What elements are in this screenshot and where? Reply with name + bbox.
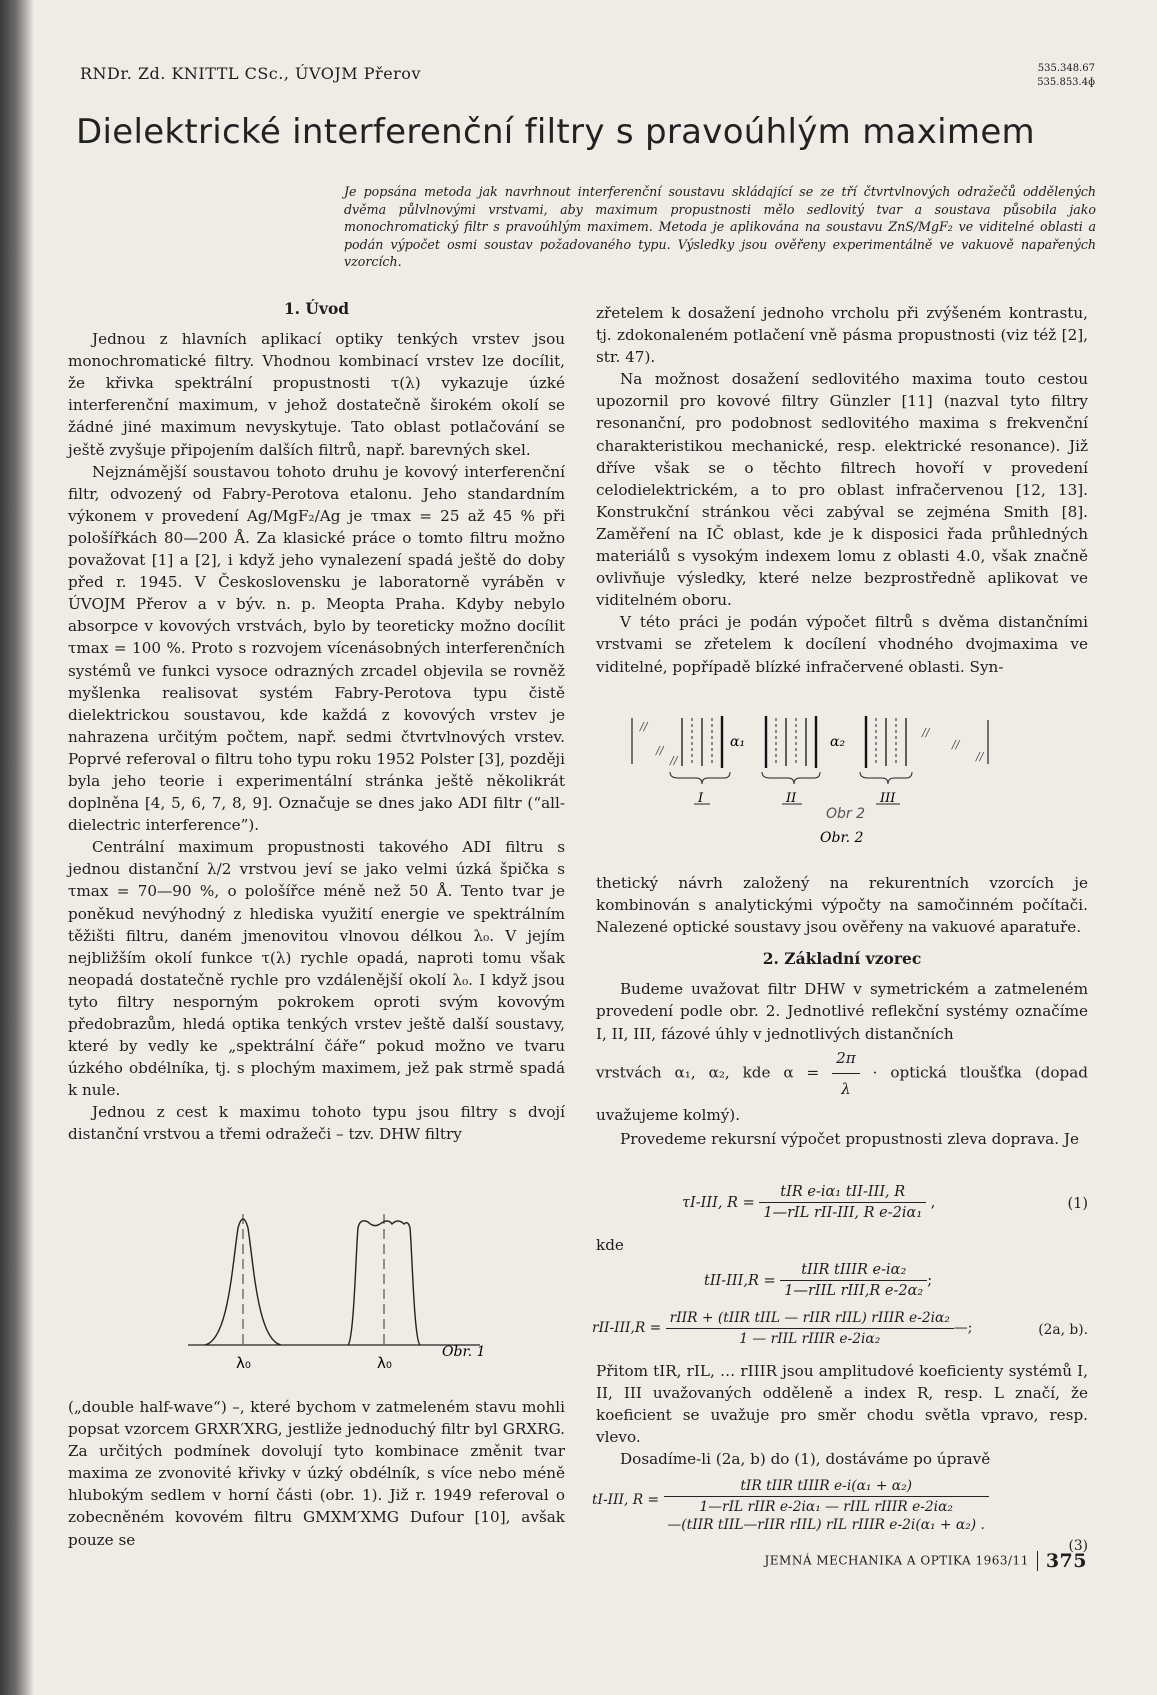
roman-1: I xyxy=(698,791,704,806)
roman-3: III xyxy=(880,791,896,806)
eq2a-tail: ; xyxy=(927,1272,933,1289)
right-column-middle xyxy=(596,872,1088,1150)
eq2b-fraction xyxy=(666,1310,954,1347)
svg-text://: // xyxy=(922,726,930,739)
eq2a-fraction xyxy=(780,1262,927,1299)
equation-1 xyxy=(596,1184,1088,1221)
alpha-num: 2π xyxy=(832,1045,860,1074)
right-column-top xyxy=(596,302,1088,678)
equation-2b xyxy=(592,1310,1088,1347)
paragraph: Budeme uvažovat filtr DHW v symetrickém a zatmeleném provedení podle obr. 2. Jednotlivé reflekční systémy označíme I, II, III, fázové úhly v jednotlivých distančních xyxy=(596,980,1088,1043)
alpha-text-a: vrstvách α₁, α₂, kde α = xyxy=(596,1063,833,1082)
svg-text://: // xyxy=(952,738,960,751)
page-number: 375 xyxy=(1045,1550,1087,1572)
eq1-fraction xyxy=(759,1184,926,1221)
figure-2-handwritten-label: Obr 2 xyxy=(826,806,866,822)
eq2b-num: rIIR + (tIIR tIIL — rIIR rIIL) rIIIR e-2iα₂ xyxy=(666,1310,954,1329)
paragraph-alpha xyxy=(596,1045,1088,1128)
eq1-lhs: τI-III, R = xyxy=(682,1194,760,1211)
paragraph: Přitom tIR, rIL, … rIIIR jsou amplitudové koeficienty systémů I, II, III uvažovaných odděleně a index R, resp. L značí, že koeficient se uvažuje pro směr chodu světla vpravo, resp. vlevo. xyxy=(596,1362,1088,1447)
section-heading-formula: 2. Základní vzorec xyxy=(762,949,922,969)
svg-text://: // xyxy=(670,754,678,767)
alpha-fraction xyxy=(832,1045,860,1102)
roman-2: II xyxy=(786,791,797,806)
figure-2 xyxy=(630,706,1050,846)
alpha-den: λ xyxy=(841,1079,851,1098)
svg-text://: // xyxy=(976,750,984,763)
svg-text://: // xyxy=(656,744,664,757)
paragraph: Jednou z cest k maximu tohoto typu jsou filtry s dvojí distanční vrstvou a třemi odražeči – tzv. DHW filtry xyxy=(68,1103,565,1144)
alpha-2-label: α₂ xyxy=(830,734,846,750)
eq3-lhs: tI-III, R = xyxy=(592,1492,664,1508)
udc-codes xyxy=(1037,62,1095,90)
author-line: RNDr. Zd. KNITTL CSc., ÚVOJM Přerov xyxy=(80,64,421,83)
eq3-den-line1: 1—rIL rIIR e-2iα₁ — rIIL rIIIR e-2iα₂ xyxy=(699,1499,953,1515)
eq1-den: 1—rIL rII-III, R e-2iα₁ xyxy=(763,1205,923,1221)
paragraph: Provedeme rekursní výpočet propustnosti zleva doprava. Je xyxy=(620,1129,1079,1148)
svg-text://: // xyxy=(640,720,648,733)
paragraph: zřetelem k dosažení jednoho vrcholu při zvýšeném kontrastu, tj. zdokonaleném potlačení vně pásma propustnosti (viz též [2], str. 47). xyxy=(596,304,1088,367)
lambda-label-left: λ₀ xyxy=(236,1354,251,1372)
figure-2-caption: Obr. 2 xyxy=(820,830,864,846)
udc-code-2: 535.853.4ɸ xyxy=(1037,77,1095,88)
figure-1-caption: Obr. 1 xyxy=(442,1344,486,1360)
journal-name: JEMNÁ MECHANIKA A OPTIKA 1963/11 xyxy=(764,1553,1029,1568)
paragraph: Jednou z hlavních aplikací optiky tenkých vrstev jsou monochromatické filtry. Vhodnou kombinací vrstev lze docílit, že křivka spektrální propustnosti τ(λ) vykazuje úzké interferenční maximum, v jehož dostatečně širokém okolí se žádné jiné maximum nevyskytuje. Tato oblast potlačování se ještě zvyšuje připojením dalších filtrů, např. barevných skel. xyxy=(68,330,565,459)
figure-1-drawing xyxy=(180,1208,580,1378)
left-column xyxy=(68,298,565,1146)
paragraph: Nejznámější soustavou tohoto druhu je kovový interferenční filtr, odvozený od Fabry-Perotova etalonu. Jeho standardním výkonem v provedení Ag/MgF₂/Ag je τmax = 25 až 45 % při pološířkách 80—200 Å. Za klasické práce o tomto filtru možno považovat [1] a [2], i když jeho vynalezení spadá ještě do doby před r. 1945. V Československu je laboratorně vyráběn v ÚVOJM Přerov a v býv. n. p. Meopta Praha. Kdyby nebylo absorpce v kovových vrstvách, bylo by teoreticky možno docílit τmax = 100 %. Proto s rozvojem vícenásobných interferenčních systémů ve funkci vysoce odrazných zrcadel objevila se rovněž myšlenka realisovat systém Fabry-Perotova typu čistě dielektrickou soustavou, kde každá z kovových vrstev je nahrazena určitým počtem, např. sedmi čtvrtvlnových vrstev. Poprvé referoval o filtru toho typu roku 1952 Polster [3], později byla jeho teorie i experimentální stránka ještě několikrát doplněna [4, 5, 6, 7, 8, 9]. Označuje se dnes jako ADI filtr (“all-dielectric interference”). xyxy=(68,462,565,835)
eq2a-den: 1—rIIL rIII,R e-2α₂ xyxy=(784,1283,924,1299)
eq1-number: (1) xyxy=(1067,1196,1088,1212)
paragraph: Centrální maximum propustnosti takového ADI filtru s jednou distanční λ/2 vrstvou jeví se jako velmi úzká špička s τmax = 70—90 %, o pološířce méně než 50 Å. Tento tvar je poněkud nevýhodný z hlediska využití energie ve spektrálním těžišti filtru, daném jmenovitou vlnovou délkou λ₀. V jejím nejbližším okolí funkce τ(λ) rychle opadá, naproti tomu však neopadá dostatečně rychle pro vzdálenější okolí λ₀. I když jsou tyto filtry nesporným pokrokem oproti svým kovovým předobrazům, hledá optika tenkých vrstev ještě další soustavy, které by vedly ke „spektrální čáře“ pokud možno ve tvaru úzkého obdélníka, tj. s plochým maximem, jež pak strmě spadá k nule. xyxy=(68,838,565,1100)
paragraph: Dosadíme-li (2a, b) do (1), dostáváme po úpravě xyxy=(620,1450,991,1469)
udc-code-1: 535.348.67 xyxy=(1037,63,1095,74)
footer-divider xyxy=(1037,1551,1038,1571)
paragraph: thetický návrh založený na rekurentních vzorcích je kombinován s analytickými výpočty na samočinném počítači. Nalezené optické soustavy jsou ověřeny na vakuové aparatuře. xyxy=(596,874,1088,937)
eq3-fraction xyxy=(664,1478,989,1533)
alpha-text-b: · optická tloušťka (dopad uvažujeme kolmý). xyxy=(596,1063,1088,1124)
eq2b-den: 1 — rIIL rIIIR e-2iα₂ xyxy=(739,1331,881,1347)
eq3-den-line2: —(tIIR tIIL—rIIR rIIL) rIL rIIIR e-2i(α₁ + α₂) . xyxy=(667,1517,985,1533)
eq1-tail: , xyxy=(926,1194,936,1211)
right-column-bottom xyxy=(596,1360,1088,1470)
left-column-bottom xyxy=(68,1396,565,1551)
paragraph: Na možnost dosažení sedlovitého maxima touto cestou upozornil pro kovové filtry Günzler [11] (nazval tyto filtry resonanční, pro podobnost sedlovitého maxima s frekvenční charakteristikou mechanické, resp. elektrické resonance). Již dříve však se o těchto filtrech hovoří v provedení celodielektrickém, a to pro oblast infračervenou [12, 13]. Konstrukční stránkou věci zabýval se zejména Smith [8]. Zaměření na IČ oblast, kde je k disposici řada průhledných materiálů s vysokým indexem lomu z oblasti 4.0, však značně ovlivňuje výsledky, které nelze bezprostředně aplikovat ve viditelném oboru. xyxy=(596,370,1088,610)
lambda-label-right: λ₀ xyxy=(377,1354,392,1372)
eq1-num: tIR e-iα₁ tII-III, R xyxy=(759,1184,926,1203)
abstract: Je popsána metoda jak navrhnout interferenční soustavu skládající se ze tří čtvrtvlnových odražečů oddělených dvěma půlvlnovými vrstvami, aby maximum propustnosti mělo sedlovitý tvar a soustava působila jako monochromatický filtr s pravoúhlým maximem. Metoda je aplikována na soustavu ZnS/MgF₂ ve viditelné oblasti a podán výpočet osmi soustav požadovaného typu. Výsledky jsou ověřeny experimentálně ve vakuově napařených vzorcích. xyxy=(344,184,1096,269)
kde-label: kde xyxy=(596,1236,624,1254)
page-footer xyxy=(764,1550,1087,1572)
section-heading-intro: 1. Úvod xyxy=(283,299,350,318)
paragraph: („double half-wave“) –, které bychom v zatmeleném stavu mohli popsat vzorcem GRXR′XRG, jestliže jednoduchý filtr byl GRXRG. Za určitých podmínek dovolují tyto kombinace změnit tvar maxima ze zvonovité křivky v úzký obdélník, s více nebo méně hlubokým sedlem v horní části (obr. 1). Již r. 1949 referoval o zobecněném kovovém filtru GMXM′XMG Dufour [10], avšak pouze se xyxy=(68,1398,565,1549)
eq2b-tail: —; xyxy=(953,1320,973,1336)
figure-1 xyxy=(180,1208,580,1378)
eq2b-lhs: rII-III,R = xyxy=(592,1320,666,1336)
eq3-num: tIR tIIR tIIIR e-i(α₁ + α₂) xyxy=(664,1478,989,1497)
equation-2a xyxy=(596,1262,1088,1299)
paragraph: V této práci je podán výpočet filtrů s dvěma distančními vrstvami se zřetelem k docílení vhodného dvojmaxima ve viditelné, popřípadě blízké infračervené oblasti. Syn- xyxy=(596,613,1088,676)
article-title: Dielektrické interferenční filtry s pravoúhlým maximem xyxy=(76,112,1035,152)
eq2a-lhs: tII-III,R = xyxy=(704,1272,781,1289)
alpha-1-label: α₁ xyxy=(730,734,746,750)
eq2a-num: tIIR tIIIR e-iα₂ xyxy=(780,1262,927,1281)
eq2b-number: (2a, b). xyxy=(1038,1322,1088,1338)
figure-2-drawing xyxy=(630,706,1050,846)
equation-3 xyxy=(592,1478,1088,1554)
eq3-number: (3) xyxy=(1068,1538,1088,1554)
